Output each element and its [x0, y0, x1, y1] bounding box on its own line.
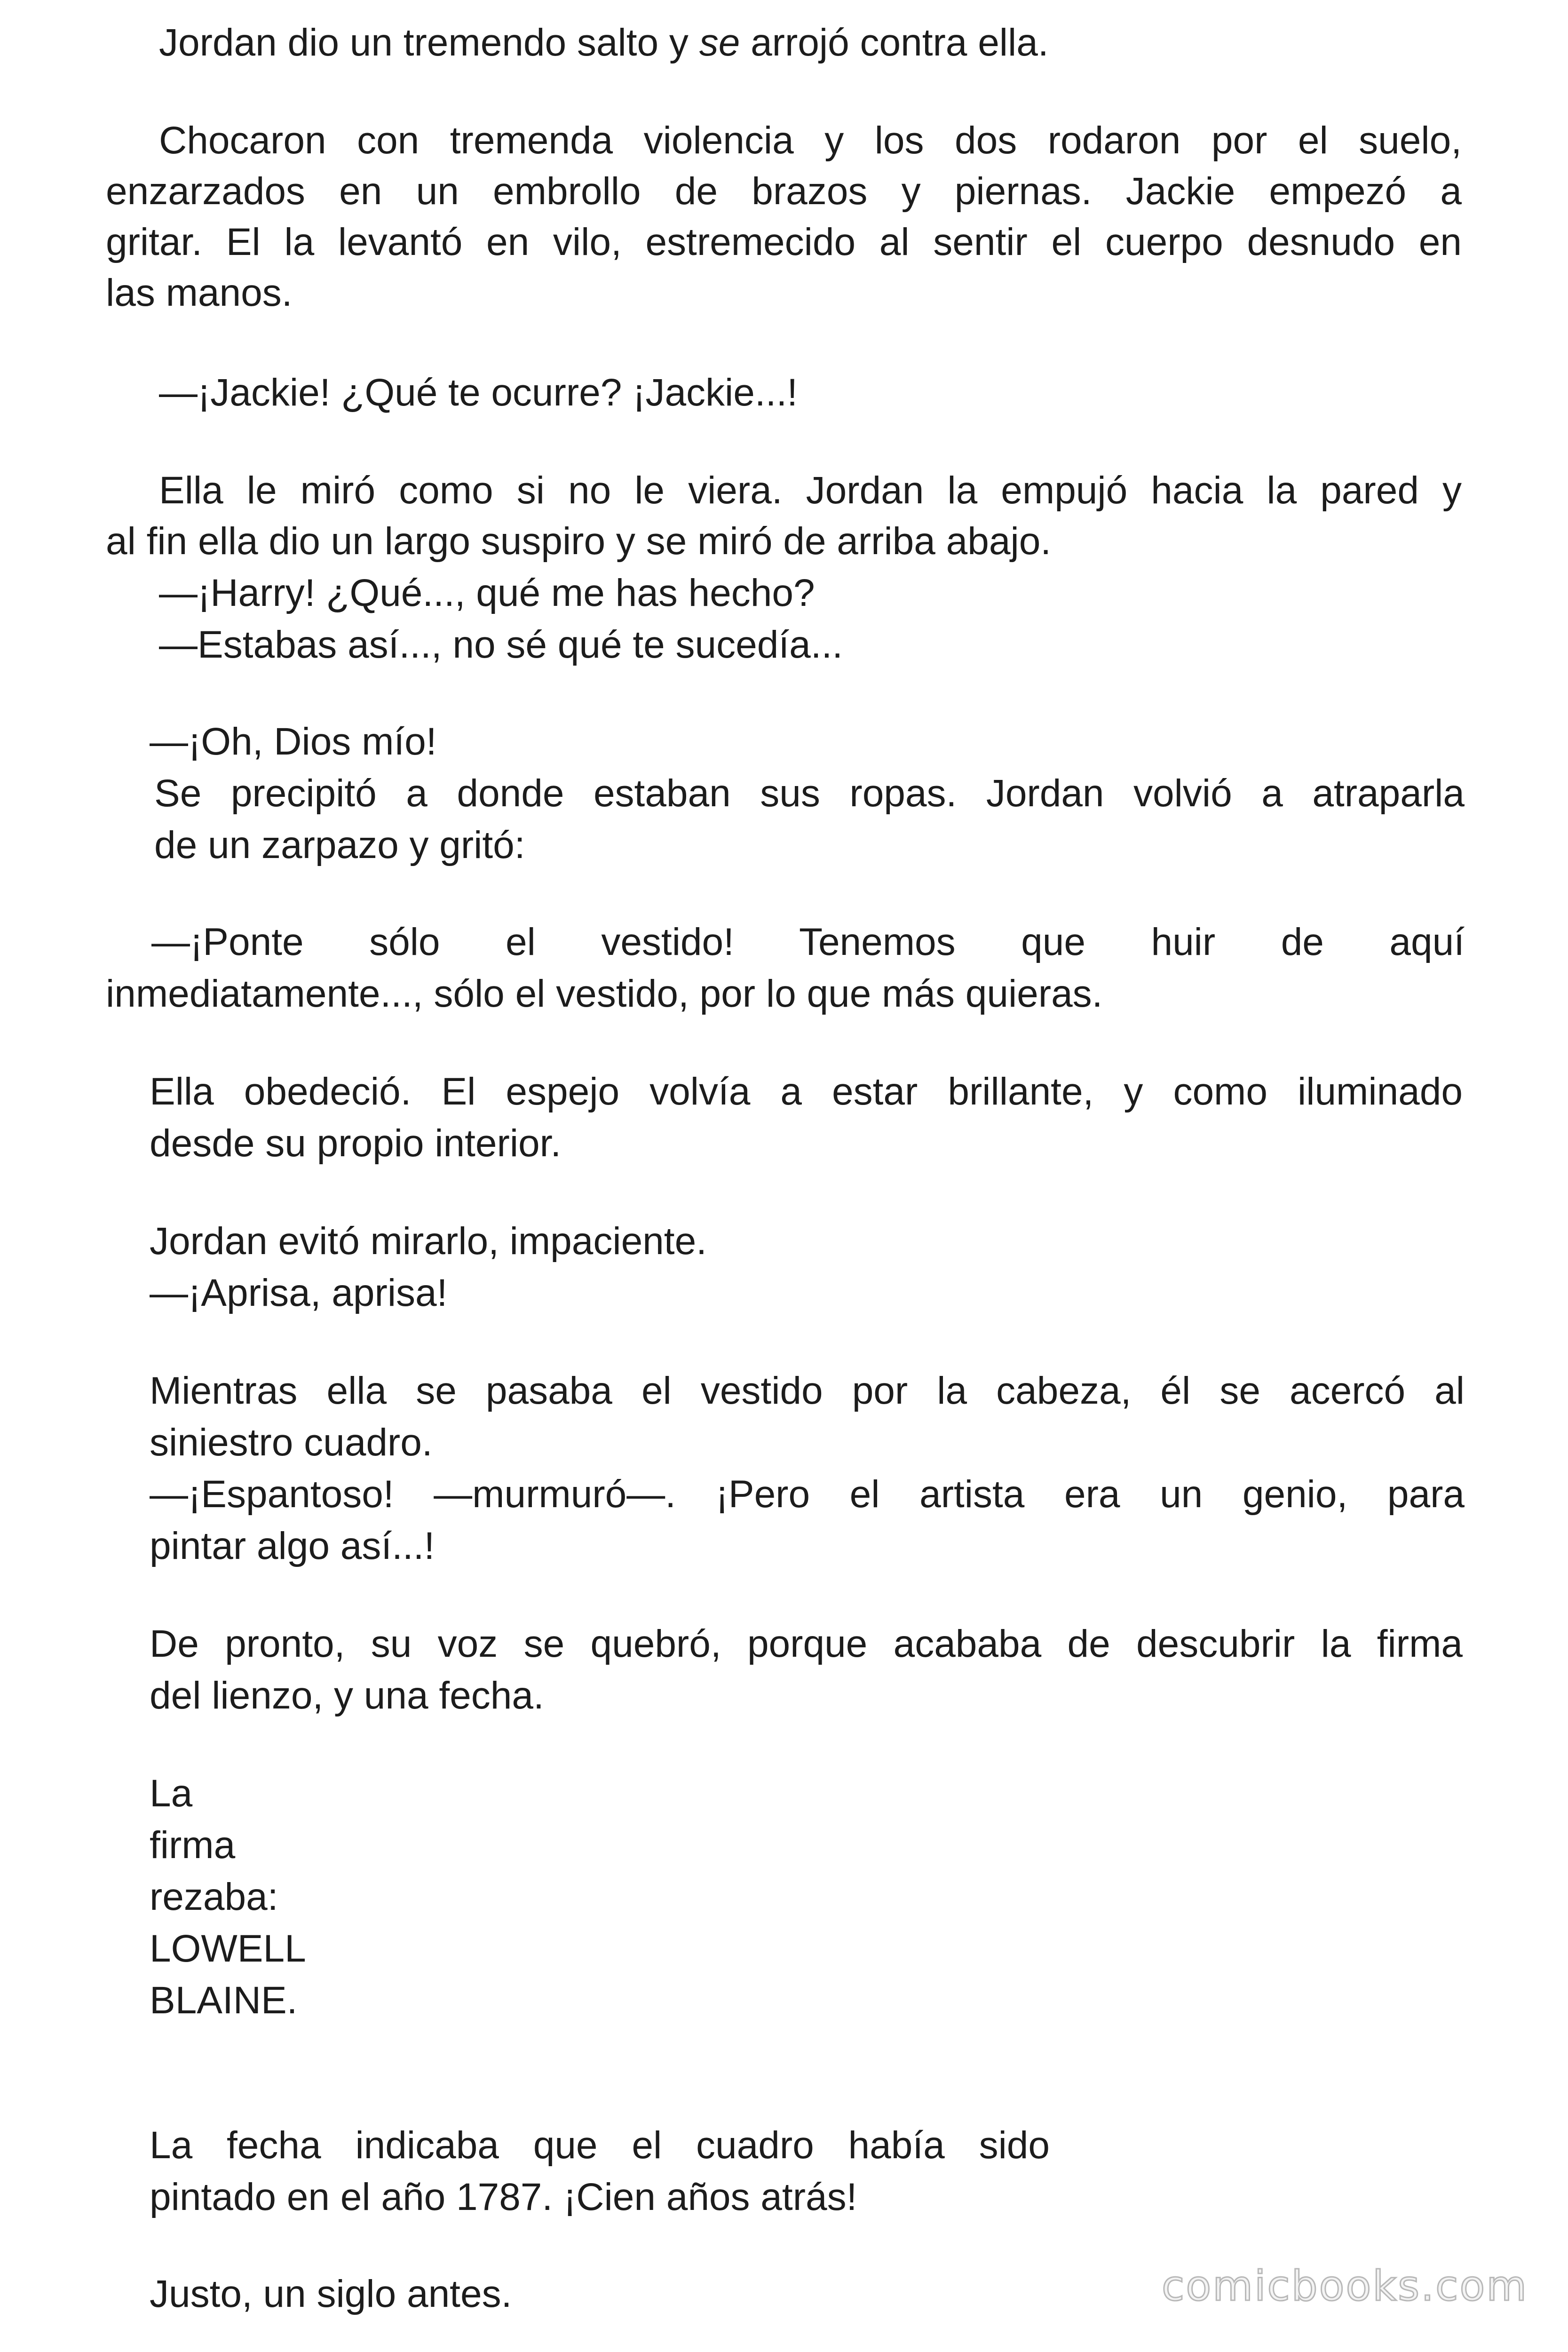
text-line: —Estabas así..., no sé qué te sucedía... — [159, 623, 843, 666]
text-line: Chocaron con tremenda violencia y los dos rodaron por el suelo, — [159, 119, 1462, 162]
text-span: Jordan dio un tremendo salto y — [159, 21, 699, 64]
text-line: —¡Jackie! ¿Qué te ocurre? ¡Jackie...! — [159, 371, 798, 414]
text-span: arrojó contra ella. — [740, 21, 1049, 64]
text-line: —¡Harry! ¿Qué..., qué me has hecho? — [159, 572, 815, 614]
text-line: enzarzados en un embrollo de brazos y piernas. Jackie empezó a — [106, 170, 1462, 213]
text-line: Ella le miró como si no le viera. Jordan la empujó hacia la pared y — [159, 469, 1462, 512]
text-line: desde su propio interior. — [150, 1122, 562, 1165]
text-line: Mientras ella se pasaba el vestido por la cabeza, él se acercó al — [150, 1369, 1465, 1412]
text-line: pintado en el año 1787. ¡Cien años atrás! — [150, 2176, 857, 2218]
text-line: Jordan evitó mirarlo, impaciente. — [150, 1220, 707, 1263]
text-line: firma — [150, 1824, 236, 1867]
text-line: La fecha indicaba que el cuadro había sido — [150, 2124, 1050, 2167]
text-line: La — [150, 1772, 193, 1815]
text-line: pintar algo así...! — [150, 1525, 435, 1567]
text-line: —¡Oh, Dios mío! — [150, 720, 437, 763]
text-line: las manos. — [106, 271, 293, 314]
text-line: Ella obedeció. El espejo volvía a estar brillante, y como iluminado — [150, 1070, 1463, 1113]
text-line: al fin ella dio un largo suspiro y se miró de arriba abajo. — [106, 520, 1052, 563]
text-line: —¡Espantoso! —murmuró—. ¡Pero el artista era un genio, para — [150, 1473, 1465, 1516]
text-line: De pronto, su voz se quebró, porque acababa de descubrir la firma — [150, 1622, 1463, 1665]
text-line: —¡Aprisa, aprisa! — [150, 1271, 448, 1314]
watermark-logo: comicbooks.com — [1162, 2262, 1528, 2310]
text-line: BLAINE. — [150, 1979, 298, 2022]
text-line: rezaba: — [150, 1875, 278, 1918]
text-line: inmediatamente..., sólo el vestido, por lo que más quieras. — [106, 972, 1103, 1015]
text-line: —¡Ponte sólo el vestido! Tenemos que huir de aquí — [151, 921, 1465, 963]
text-line: de un zarpazo y gritó: — [154, 824, 525, 866]
text-line: gritar. El la levantó en vilo, estremecido al sentir el cuerpo desnudo en — [106, 221, 1462, 263]
text-line: LOWELL — [150, 1927, 306, 1970]
text-line: Justo, un siglo antes. — [150, 2273, 512, 2315]
text-line: del lienzo, y una fecha. — [150, 1674, 544, 1717]
italic-word: se — [699, 21, 740, 64]
text-line: siniestro cuadro. — [150, 1421, 433, 1464]
text-line: Se precipitó a donde estaban sus ropas. Jordan volvió a atraparla — [154, 772, 1465, 815]
text-line — [159, 21, 1049, 64]
